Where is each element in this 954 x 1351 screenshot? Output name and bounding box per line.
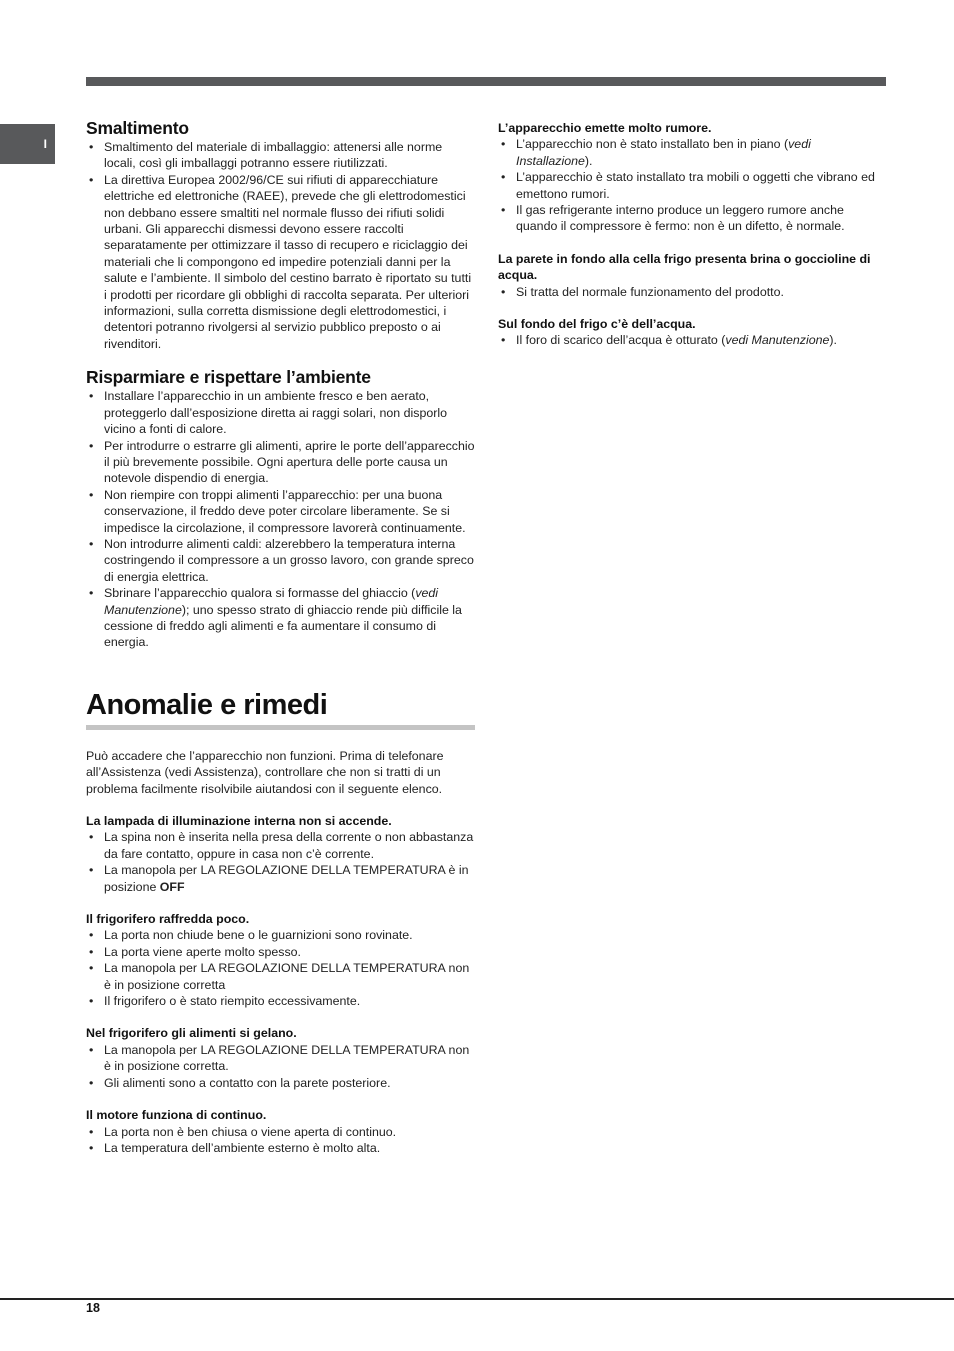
footer-rule [0, 1298, 954, 1300]
list-item: • Per introdurre o estrarre gli alimenti, aprire le porte dell’apparecchio il più brevemente possibile. Ogni apertura delle porte causa un notevole dispendio di energia. [86, 438, 476, 487]
list-item [498, 136, 888, 169]
list-item: • La manopola per LA REGOLAZIONE DELLA TEMPERATURA non è in posizione corretta. [86, 1042, 476, 1075]
header-rule [86, 77, 886, 86]
text-span: ). [584, 153, 593, 168]
lampada-list [86, 829, 476, 895]
list-item: • Gli alimenti sono a contatto con la parete posteriore. [86, 1075, 476, 1091]
list-item: • La direttiva Europea 2002/96/CE sui rifiuti di apparecchiature elettriche ed elettroniche (RAEE), prevede che gli elettrodomestici non debbano essere smaltiti nel normale flusso dei rifiuti solidi urbani. Gli apparecchi dismessi devono essere raccolti separatamente per ottimizzare il tasso di recupero e riciclaggio dei materiali che li compongono ed impedire potenziali danni per la salute e l’ambiente. Il simbolo del cestino barrato è riportato su tutti i prodotti per ricordare gli obblighi di raccolta separata. Per ulteriori informazioni, sulla corretta dismissione degli elettrodomestici, i detentori potranno rivolgersi al servizio pubblico preposto o ai rivenditori. [86, 172, 476, 352]
problem-heading-rumore: L’apparecchio emette molto rumore. [498, 121, 712, 135]
list-item [86, 585, 476, 651]
list-item: • La temperatura dell’ambiente esterno è molto alta. [86, 1140, 476, 1156]
anomalie-intro: Può accadere che l’apparecchio non funzioni. Prima di telefonare all’Assistenza (vedi Assistenza), controllare che non si tratti di un problema facilmente risolvibile aiutandosi con il seguente elenco. [86, 748, 444, 796]
language-tab-letter: I [43, 136, 47, 151]
brina-list [498, 284, 888, 300]
problem-heading-motore: Il motore funziona di continuo. [86, 1108, 267, 1123]
list-item: • Il frigorifero o è stato riempito eccessivamente. [86, 993, 476, 1009]
list-item: • Smaltimento del materiale di imballaggio: attenersi alle norme locali, così gli imballaggi potranno essere riutilizzati. [86, 139, 476, 172]
list-item: • La spina non è inserita nella presa della corrente o non abbastanza da fare contatto, oppure in casa non c’è corrente. [86, 829, 476, 862]
problem-heading-gelano: Nel frigorifero gli alimenti si gelano. [86, 1026, 297, 1041]
list-item: • La manopola per LA REGOLAZIONE DELLA TEMPERATURA non è in posizione corretta [86, 960, 476, 993]
smaltimento-list [86, 139, 476, 352]
list-item: • La porta non chiude bene o le guarnizioni sono rovinate. [86, 927, 476, 943]
list-item: • L’apparecchio è stato installato tra mobili o oggetti che vibrano ed emettono rumori. [498, 169, 888, 202]
motore-list [86, 1124, 476, 1157]
problem-heading-lampada: La lampada di illuminazione interna non si accende. [86, 814, 392, 828]
list-item: • Non riempire con troppi alimenti l’apparecchio: per una buona conservazione, il freddo deve poter circolare liberamente. Se si impedisce la circolazione, il compressore lavorerà continuamente. [86, 487, 476, 536]
list-item: • Si tratta del normale funzionamento del prodotto. [498, 284, 888, 300]
problem-heading-brina: La parete in fondo alla cella frigo presenta brina o goccioline di acqua. [498, 251, 871, 283]
smaltimento-title: Smaltimento [86, 118, 189, 138]
italic-ref: vedi Manutenzione [104, 586, 439, 617]
bold-value: OFF [159, 879, 185, 894]
left-column [86, 118, 476, 1156]
text-span: ). [829, 333, 837, 348]
text-span: ); uno spesso strato di ghiaccio rende più difficile la cessione di freddo agli alimenti e fa aumentare il consumo di energia. [104, 602, 462, 650]
text-span: L’apparecchio non è stato installato ben in piano ( [516, 137, 789, 152]
page-number: 18 [86, 1301, 100, 1315]
problem-heading-acqua: Sul fondo del frigo c’è dell’acqua. [498, 317, 696, 332]
gelano-list [86, 1042, 476, 1091]
list-item [498, 332, 888, 348]
list-item: • La porta non è ben chiusa o viene aperta di continuo. [86, 1124, 476, 1140]
rumore-list [498, 136, 888, 234]
list-item [86, 862, 476, 895]
list-item: • Installare l’apparecchio in un ambiente fresco e ben aerato, proteggerlo dall’esposizione diretta ai raggi solari, non disporlo vicino a fonti di calore. [86, 388, 476, 437]
list-item: • La porta viene aperte molto spesso. [86, 944, 476, 960]
problem-heading-raffredda: Il frigorifero raffredda poco. [86, 912, 250, 927]
text-span: La manopola per LA REGOLAZIONE DELLA TEMPERATURA è in posizione [104, 863, 469, 894]
italic-ref: vedi Installazione [516, 137, 811, 168]
italic-ref: vedi Manutenzione [725, 333, 830, 348]
language-tab [0, 124, 55, 164]
text-span: Il foro di scarico dell’acqua è otturato ( [516, 333, 726, 348]
title-underline [86, 725, 475, 730]
anomalie-heading-block [86, 689, 476, 730]
acqua-list [498, 332, 888, 348]
list-item: • Il gas refrigerante interno produce un leggero rumore anche quando il compressore è fermo: non è un difetto, è normale. [498, 202, 888, 235]
risparmiare-list [86, 388, 476, 651]
right-column [498, 120, 888, 349]
raffredda-list [86, 927, 476, 1009]
anomalie-title: Anomalie e rimedi [86, 688, 328, 721]
text-span: Sbrinare l’apparecchio qualora si formasse del ghiaccio ( [104, 586, 416, 601]
risparmiare-title: Risparmiare e rispettare l’ambiente [86, 367, 371, 388]
list-item: • Non introdurre alimenti caldi: alzerebbero la temperatura interna costringendo il compressore a un grosso lavoro, con grande spreco di energia elettrica. [86, 536, 476, 585]
